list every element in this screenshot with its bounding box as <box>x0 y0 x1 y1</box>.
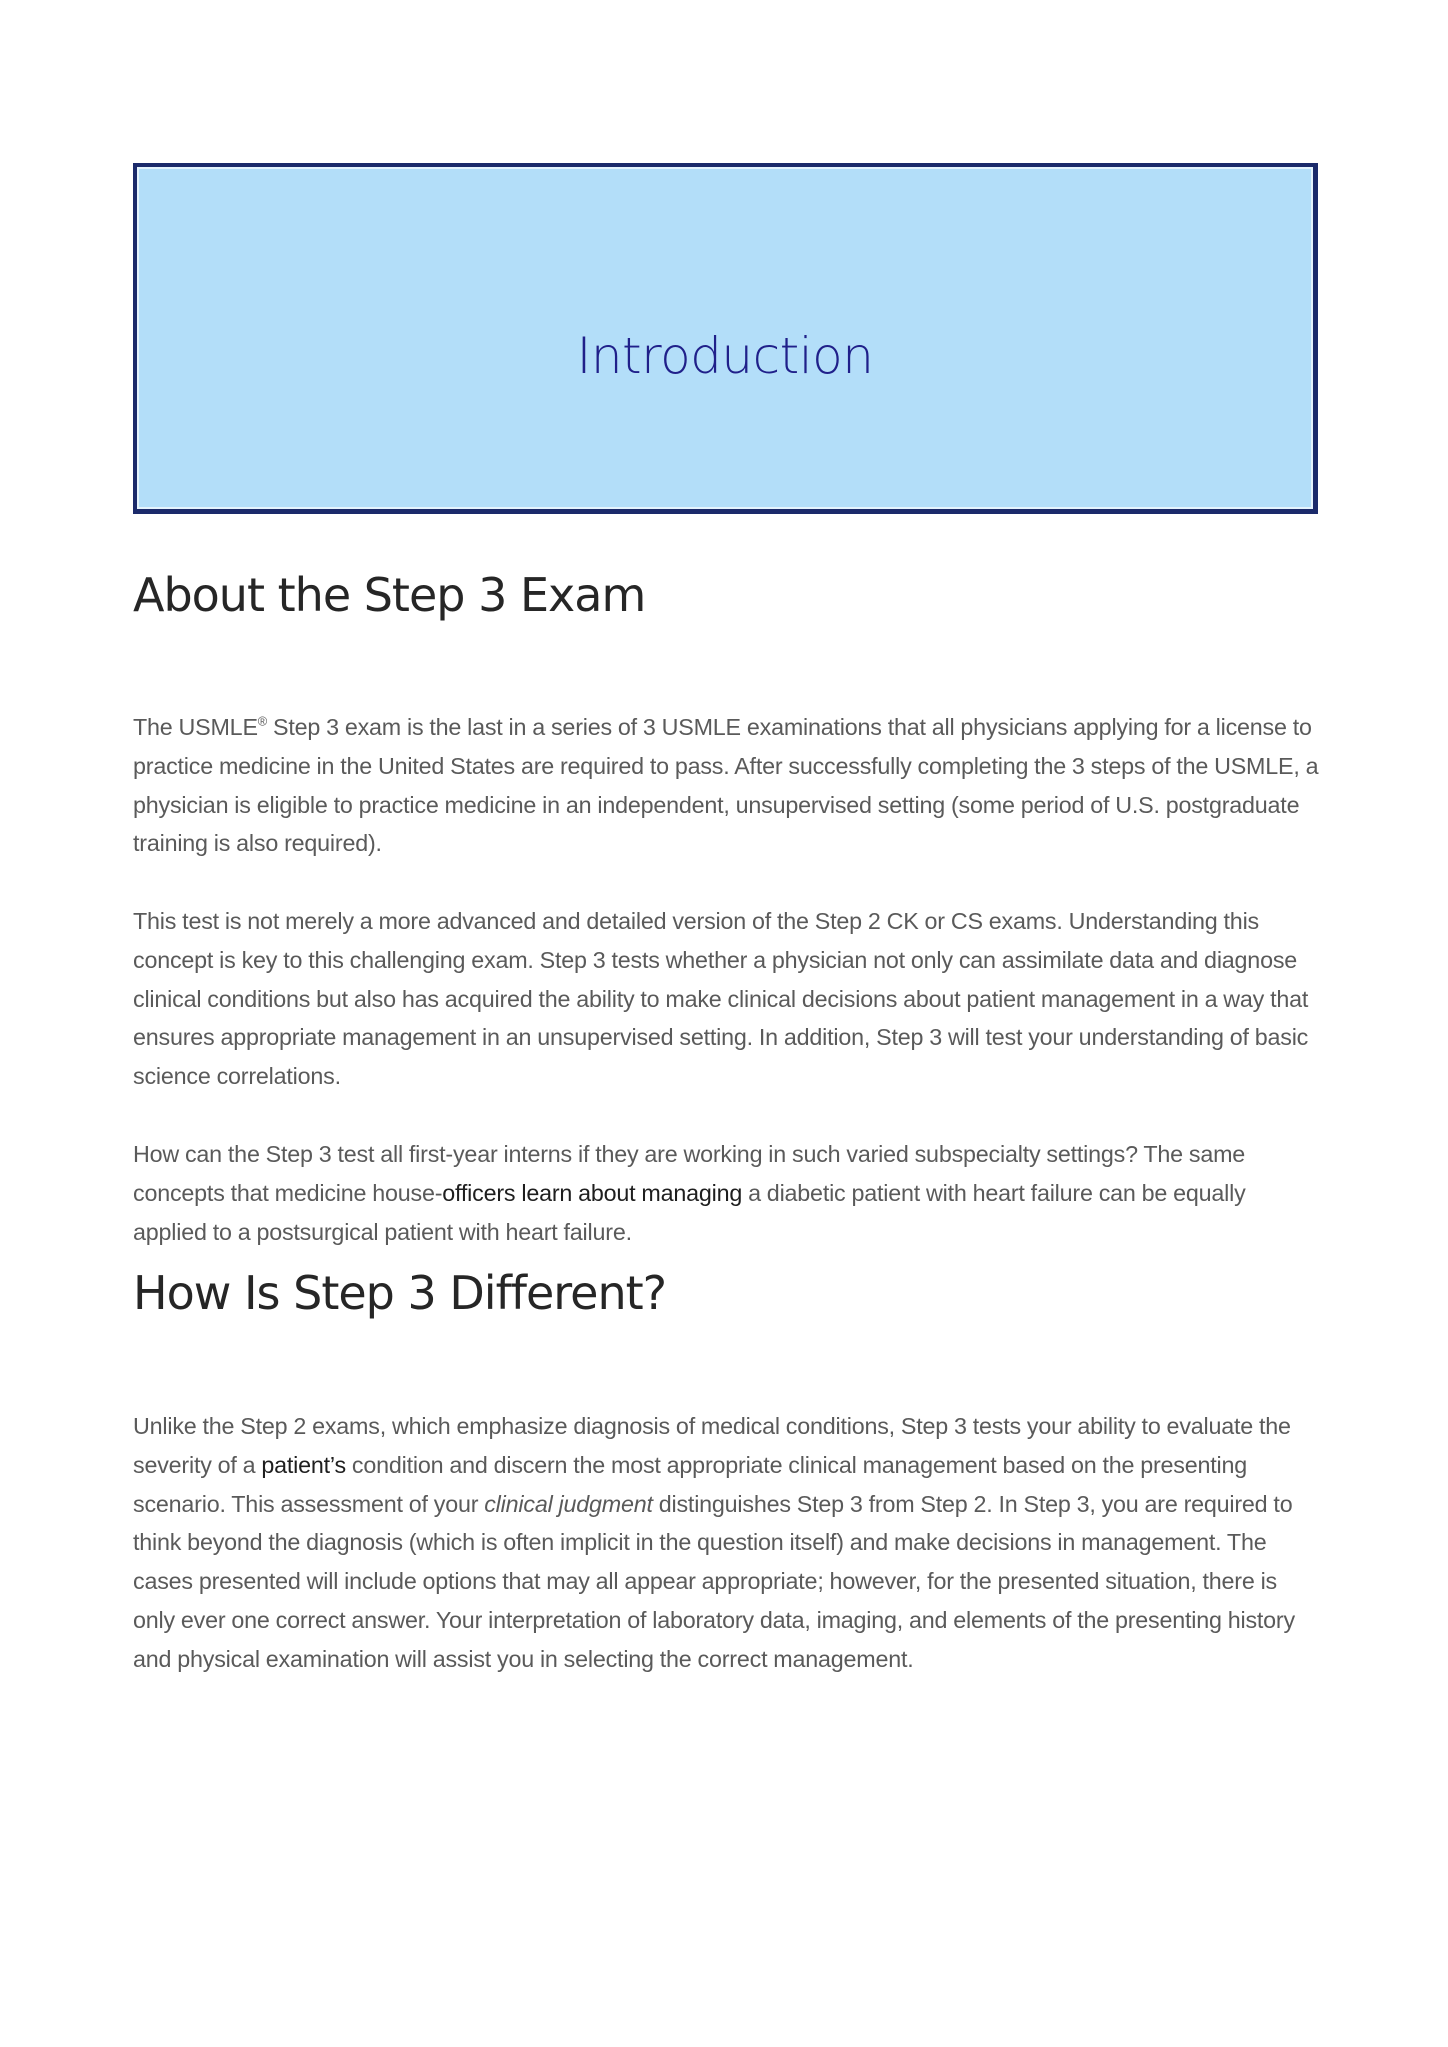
registered-mark: ® <box>257 713 268 729</box>
italic-term: clinical judgment <box>484 1490 653 1517</box>
paragraph-text: distinguishes Step 3 from Step 2. In Step 3, you are required to think beyond the diagnosis (which is often implicit in the question itself) and make decisions in management. The cases presented will include options that may all appear appropriate; however, for the presented situation, there is only ever one correct answer. Your interpretation of laboratory data, imaging, and elements of the presenting history and physical examination will assist you in selecting the correct management. <box>133 1490 1295 1672</box>
paragraph-text: Unlike the Step 2 exams, which emphasize diagnosis of medical conditions, Step 3 tests your ability to evaluate the severity of a <box>133 1413 1291 1478</box>
section-heading-about-step3: About the Step 3 Exam <box>133 568 646 622</box>
introduction-title: Introduction <box>576 327 874 385</box>
paragraph-different-1 <box>133 1407 1323 1679</box>
paragraph-text: a diabetic patient with heart failure can be equally applied to a postsurgical patient with heart failure. <box>133 1179 1246 1245</box>
paragraph-about-2: This test is not merely a more advanced and detailed version of the Step 2 CK or CS exams. Understanding this concept is key to this challenging exam. Step 3 tests whether a physician not only can assimilate data and diagnose clinical conditions but also has acquired the ability to make clinical decisions about patient management in a way that ensures appropriate management in an unsupervised setting. In addition, Step 3 will test your understanding of basic science correlations. <box>133 908 1309 1090</box>
section-heading-how-different: How Is Step 3 Different? <box>133 1266 667 1320</box>
paragraph-text: How can the Step 3 test all first-year interns if they are working in such varied subspecialty settings? The same concepts that medicine house- <box>133 1141 1246 1206</box>
paragraph-text: Step 3 exam is the last in a series of 3 USMLE examinations that all physicians applying for a license to practice medicine in the United States are required to pass. After successfully completing the 3 steps of the USMLE, a physician is eligible to practice medicine in an independent, unsupervised setting (some period of U.S. postgraduate training is also required). <box>133 714 1319 857</box>
emphasized-text: officers learn about managing <box>442 1179 743 1206</box>
emphasized-text: patient’s <box>261 1451 346 1478</box>
paragraph-text: condition and discern the most appropriate clinical management based on the presenting scenario. This assessment of your <box>133 1451 1248 1517</box>
paragraph-about-1 <box>133 708 1323 863</box>
paragraph-text: The USMLE <box>133 714 258 740</box>
introduction-banner <box>133 163 1318 514</box>
paragraph-about-3 <box>133 1135 1323 1251</box>
